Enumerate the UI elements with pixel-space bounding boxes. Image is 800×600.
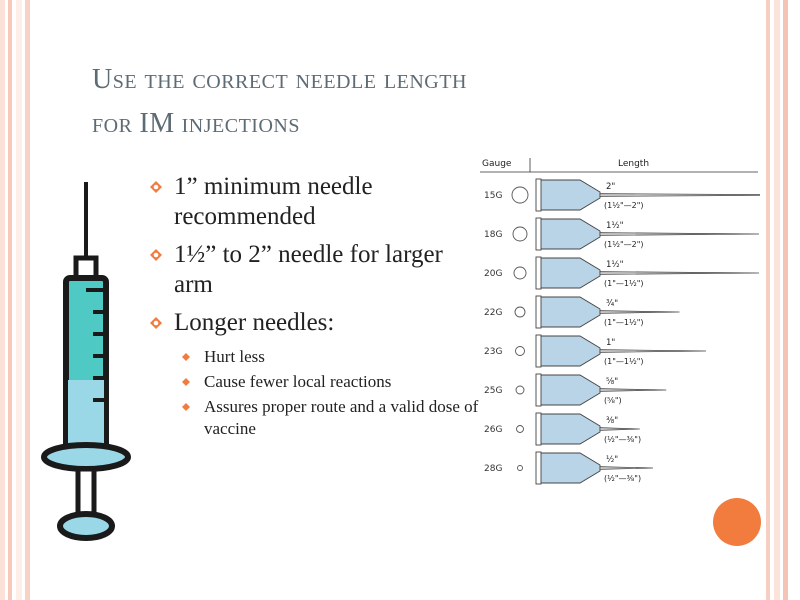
needle-hub-shape	[540, 336, 600, 366]
bullet-text: 1” minimum needle recommended	[174, 173, 373, 230]
needle-length-label: 2"	[606, 182, 616, 192]
needle-hub-collar	[536, 218, 541, 250]
needle-hub-shape	[540, 180, 600, 210]
bullet-icon	[150, 181, 162, 193]
needle-shaft	[600, 311, 680, 314]
orange-accent-circle	[713, 498, 761, 546]
gauge-label: 18G	[484, 230, 503, 240]
needle-length-range: (⅝")	[604, 396, 622, 405]
needle-length-label: ⅜"	[606, 416, 619, 426]
needle-hub-shape	[540, 219, 600, 249]
chart-header-length: Length	[618, 159, 650, 169]
needle-hub-collar	[536, 452, 541, 484]
syringe-icon	[38, 180, 134, 545]
needle-shaft	[600, 428, 640, 431]
needle-hub-collar	[536, 257, 541, 289]
chart-header-gauge: Gauge	[482, 159, 512, 169]
title-line-2-suffix: injections	[181, 108, 300, 139]
gauge-label: 25G	[484, 386, 503, 396]
gauge-diameter-circle	[517, 426, 524, 433]
sub-bullet-icon	[182, 403, 190, 411]
needle-hub-shape	[540, 375, 600, 405]
needle-gauge-chart	[470, 154, 760, 494]
needle-length-range: (1"—1½")	[604, 279, 644, 288]
gauge-label: 28G	[484, 464, 503, 474]
needle-shaft	[600, 272, 759, 275]
gauge-label: 20G	[484, 269, 503, 279]
bullet-text: Longer needles:	[174, 309, 335, 336]
bullet-list	[150, 172, 480, 443]
gauge-diameter-circle	[512, 187, 528, 203]
sub-bullet-text: Hurt less	[204, 347, 265, 366]
gauge-label: 15G	[484, 191, 503, 201]
sub-bullet-item	[150, 371, 480, 393]
bullet-text: 1½” to 2” needle for larger arm	[174, 241, 443, 298]
needle-hub-collar	[536, 179, 541, 211]
sub-bullet-text: Cause fewer local reactions	[204, 372, 392, 391]
needle-length-label: 1½"	[606, 221, 624, 231]
needle-hub-collar	[536, 413, 541, 445]
needle-hub-collar	[536, 374, 541, 406]
needle-length-label: ⅝"	[606, 377, 619, 387]
needle-hub-shape	[540, 258, 600, 288]
needle-length-label: ¾"	[606, 299, 619, 309]
needle-length-range: (½"—⅜")	[604, 474, 642, 483]
needle-hub-collar	[536, 296, 541, 328]
needle-length-label: 1½"	[606, 260, 624, 270]
sub-bullet-item	[150, 346, 480, 368]
gauge-label: 23G	[484, 347, 503, 357]
sub-bullet-icon	[182, 353, 190, 361]
needle-length-range: (1"—1½")	[604, 357, 644, 366]
slide-title	[92, 58, 732, 146]
title-line-2-abbrev: IM	[139, 108, 175, 139]
left-decorative-stripes	[0, 0, 38, 600]
gauge-diameter-circle	[516, 347, 525, 356]
needle-hub-shape	[540, 453, 600, 483]
needle-hub-shape	[540, 297, 600, 327]
needle-shaft	[600, 467, 653, 470]
sub-bullet-icon	[182, 378, 190, 386]
gauge-diameter-circle	[514, 267, 526, 279]
bullet-item	[150, 308, 480, 338]
sub-bullet-text: Assures proper route and a valid dose of vaccine	[204, 397, 479, 438]
needle-shaft	[600, 194, 760, 197]
syringe-flange	[44, 445, 128, 469]
needle-length-range: (1½"—2")	[604, 201, 644, 210]
right-decorative-stripes	[760, 0, 800, 600]
syringe-plunger-rod	[78, 469, 94, 517]
needle-shaft	[600, 233, 759, 236]
title-line-2-prefix: for	[92, 108, 133, 139]
needle-length-range: (1½"—2")	[604, 240, 644, 249]
needle-hub-shape	[540, 414, 600, 444]
needle-length-range: (½"—⅜")	[604, 435, 642, 444]
needle-hub-collar	[536, 335, 541, 367]
gauge-label: 22G	[484, 308, 503, 318]
bullet-icon	[150, 317, 162, 329]
syringe-plunger-area	[68, 380, 104, 446]
gauge-label: 26G	[484, 425, 503, 435]
syringe-thumb-rest	[60, 514, 112, 538]
bullet-item	[150, 172, 480, 232]
needle-shaft	[600, 389, 666, 392]
sub-bullet-item	[150, 396, 480, 440]
needle-length-range: (1"—1½")	[604, 318, 644, 327]
needle-length-label: 1"	[606, 338, 616, 348]
bullet-item	[150, 240, 480, 300]
title-line-1: Use the correct needle length	[92, 64, 467, 95]
gauge-diameter-circle	[513, 227, 527, 241]
needle-shaft	[600, 350, 706, 353]
needle-length-label: ½"	[606, 455, 619, 465]
gauge-diameter-circle	[515, 307, 525, 317]
gauge-diameter-circle	[516, 386, 524, 394]
gauge-diameter-circle	[518, 466, 523, 471]
bullet-icon	[150, 249, 162, 261]
